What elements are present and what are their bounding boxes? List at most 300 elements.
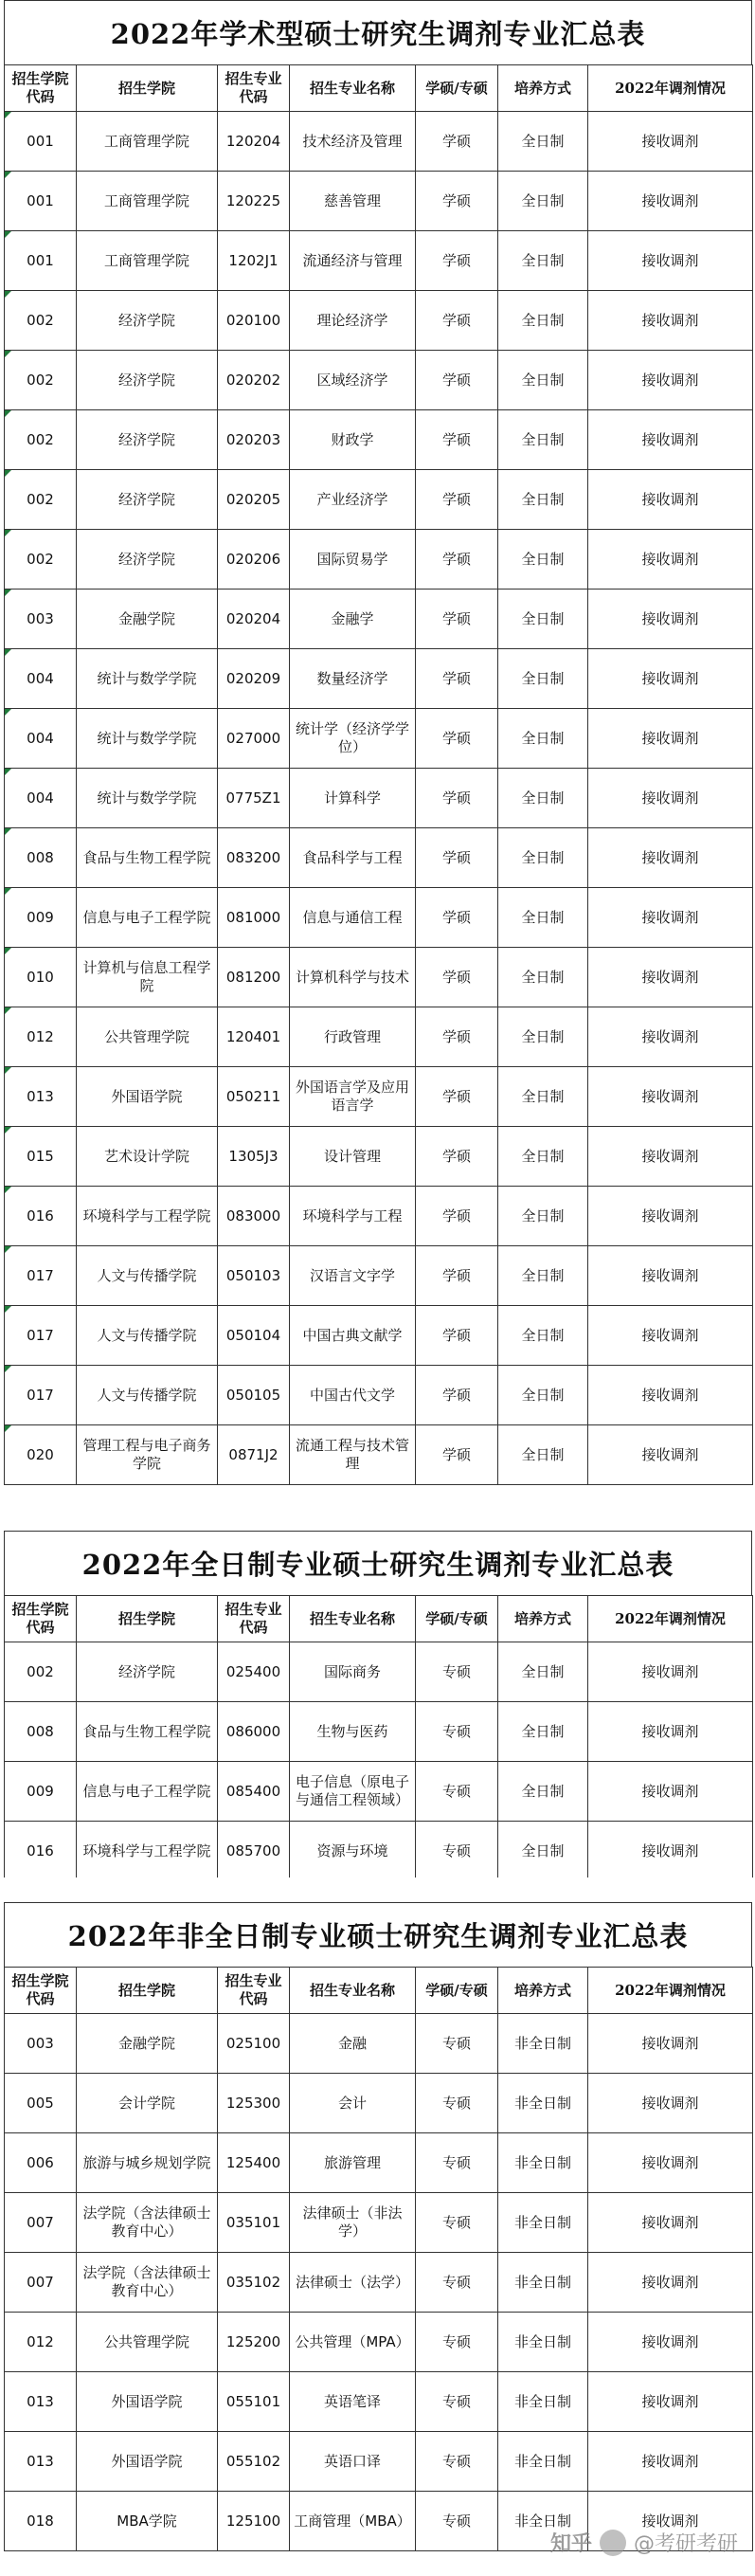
table-cell: 接收调剂 bbox=[588, 291, 753, 351]
table-cell: 非全日制 bbox=[498, 2313, 588, 2372]
table-cell: 全日制 bbox=[498, 1762, 588, 1822]
table-cell: 学硕 bbox=[416, 649, 498, 709]
column-header: 培养方式 bbox=[498, 1968, 588, 2014]
column-header: 招生学院 bbox=[77, 1968, 218, 2014]
table-section-fulltime-professional bbox=[4, 1531, 752, 1881]
table-cell: 全日制 bbox=[498, 1366, 588, 1425]
table-cell: 009 bbox=[5, 888, 77, 948]
table-cell: 接收调剂 bbox=[588, 1702, 753, 1762]
table-cell: 资源与环境 bbox=[290, 1822, 416, 1881]
table-row bbox=[5, 231, 753, 291]
table-cell: 专硕 bbox=[416, 1642, 498, 1702]
table-cell: 接收调剂 bbox=[588, 351, 753, 410]
table-row bbox=[5, 2432, 753, 2492]
table-cell: 专硕 bbox=[416, 2432, 498, 2492]
table-cell: 经济学院 bbox=[77, 470, 218, 530]
table-cell: 全日制 bbox=[498, 1187, 588, 1246]
table-row bbox=[5, 769, 753, 828]
table-cell: 050211 bbox=[218, 1067, 290, 1127]
table-cell: 信息与电子工程学院 bbox=[77, 1762, 218, 1822]
table-cell: 区域经济学 bbox=[290, 351, 416, 410]
table-cell: 全日制 bbox=[498, 470, 588, 530]
table-cell: 全日制 bbox=[498, 291, 588, 351]
table-cell: 002 bbox=[5, 410, 77, 470]
table-cell: 接收调剂 bbox=[588, 769, 753, 828]
table-cell: 004 bbox=[5, 769, 77, 828]
table-cell: 120225 bbox=[218, 172, 290, 231]
table-cell: 外国语学院 bbox=[77, 2432, 218, 2492]
table-cell: 专硕 bbox=[416, 1822, 498, 1881]
table-cell: 接收调剂 bbox=[588, 2372, 753, 2432]
table-cell: 012 bbox=[5, 1007, 77, 1067]
table-cell: 会计学院 bbox=[77, 2074, 218, 2133]
table-cell: 电子信息（原电子与通信工程领域） bbox=[290, 1762, 416, 1822]
table-cell: 经济学院 bbox=[77, 1642, 218, 1702]
table-cell: 017 bbox=[5, 1366, 77, 1425]
table-cell: 学硕 bbox=[416, 470, 498, 530]
table-cell: 专硕 bbox=[416, 1762, 498, 1822]
table-cell: 008 bbox=[5, 828, 77, 888]
table-cell: 中国古代文学 bbox=[290, 1366, 416, 1425]
table-cell: 信息与电子工程学院 bbox=[77, 888, 218, 948]
table-cell: 管理工程与电子商务学院 bbox=[77, 1425, 218, 1485]
table-cell: 008 bbox=[5, 1702, 77, 1762]
table-cell: 全日制 bbox=[498, 530, 588, 590]
table-cell: 统计与数学学院 bbox=[77, 709, 218, 769]
table-cell: 010 bbox=[5, 948, 77, 1007]
table-cell: 接收调剂 bbox=[588, 2193, 753, 2253]
table-cell: 中国古典文献学 bbox=[290, 1306, 416, 1366]
table-cell: 055101 bbox=[218, 2372, 290, 2432]
table-cell: 0871J2 bbox=[218, 1425, 290, 1485]
column-header: 招生学院代码 bbox=[5, 1968, 77, 2014]
table-cell: 007 bbox=[5, 2193, 77, 2253]
table-cell: 005 bbox=[5, 2074, 77, 2133]
table-cell: 学硕 bbox=[416, 530, 498, 590]
table-cell: 020100 bbox=[218, 291, 290, 351]
table-cell: 接收调剂 bbox=[588, 231, 753, 291]
table-cell: 全日制 bbox=[498, 1642, 588, 1702]
table-cell: 金融学院 bbox=[77, 590, 218, 649]
table-cell: 学硕 bbox=[416, 1127, 498, 1187]
table-cell: 015 bbox=[5, 1127, 77, 1187]
table-row bbox=[5, 2253, 753, 2313]
table-cell: 全日制 bbox=[498, 1306, 588, 1366]
table-cell: 学硕 bbox=[416, 590, 498, 649]
table-cell: 125200 bbox=[218, 2313, 290, 2372]
table-cell: 接收调剂 bbox=[588, 888, 753, 948]
table-cell: 学硕 bbox=[416, 888, 498, 948]
table-cell: 接收调剂 bbox=[588, 1007, 753, 1067]
table-cell: 慈善管理 bbox=[290, 172, 416, 231]
column-header: 招生专业名称 bbox=[290, 1596, 416, 1642]
table-row bbox=[5, 351, 753, 410]
table-cell: 016 bbox=[5, 1822, 77, 1881]
table-cell: 004 bbox=[5, 649, 77, 709]
table-cell: 全日制 bbox=[498, 649, 588, 709]
table-cell: 工商管理学院 bbox=[77, 172, 218, 231]
column-header: 学硕/专硕 bbox=[416, 1968, 498, 2014]
table-cell: 接收调剂 bbox=[588, 1366, 753, 1425]
table-cell: 125100 bbox=[218, 2492, 290, 2551]
table-cell: 金融学 bbox=[290, 590, 416, 649]
table-cell: 接收调剂 bbox=[588, 1306, 753, 1366]
table-cell: 法学院（含法律硕士教育中心） bbox=[77, 2193, 218, 2253]
table-title: 2022年学术型硕士研究生调剂专业汇总表 bbox=[110, 18, 646, 50]
table-cell: 007 bbox=[5, 2253, 77, 2313]
table-cell: 接收调剂 bbox=[588, 1762, 753, 1822]
table-cell: 环境科学与工程学院 bbox=[77, 1187, 218, 1246]
table-cell: 非全日制 bbox=[498, 2372, 588, 2432]
table-cell: 财政学 bbox=[290, 410, 416, 470]
table-cell: 汉语言文字学 bbox=[290, 1246, 416, 1306]
table-cell: 接收调剂 bbox=[588, 948, 753, 1007]
data-table bbox=[4, 64, 753, 1485]
table-cell: 学硕 bbox=[416, 112, 498, 172]
table-cell: 035101 bbox=[218, 2193, 290, 2253]
table-cell: 工商管理（MBA） bbox=[290, 2492, 416, 2551]
table-title: 2022年全日制专业硕士研究生调剂专业汇总表 bbox=[81, 1549, 674, 1581]
table-cell: 人文与传播学院 bbox=[77, 1246, 218, 1306]
table-cell: 人文与传播学院 bbox=[77, 1366, 218, 1425]
table-row bbox=[5, 2193, 753, 2253]
table-row bbox=[5, 888, 753, 948]
table-row bbox=[5, 1822, 753, 1881]
table-cell: 接收调剂 bbox=[588, 112, 753, 172]
table-cell: 设计管理 bbox=[290, 1127, 416, 1187]
table-section-parttime-professional bbox=[4, 1902, 752, 2551]
table-cell: 学硕 bbox=[416, 291, 498, 351]
column-header: 招生专业代码 bbox=[218, 65, 290, 112]
table-row bbox=[5, 590, 753, 649]
table-cell: 统计与数学学院 bbox=[77, 769, 218, 828]
table-cell: 接收调剂 bbox=[588, 410, 753, 470]
header-row bbox=[5, 1968, 753, 2014]
column-header: 招生专业名称 bbox=[290, 1968, 416, 2014]
table-cell: 金融 bbox=[290, 2014, 416, 2074]
table-cell: 流通工程与技术管理 bbox=[290, 1425, 416, 1485]
column-header: 学硕/专硕 bbox=[416, 65, 498, 112]
table-body bbox=[5, 112, 753, 1485]
table-cell: 接收调剂 bbox=[588, 2253, 753, 2313]
table-cell: 009 bbox=[5, 1762, 77, 1822]
table-cell: 006 bbox=[5, 2133, 77, 2193]
table-cell: 035102 bbox=[218, 2253, 290, 2313]
table-cell: 013 bbox=[5, 2372, 77, 2432]
table-cell: 025100 bbox=[218, 2014, 290, 2074]
table-cell: 017 bbox=[5, 1306, 77, 1366]
table-row bbox=[5, 1246, 753, 1306]
table-title: 2022年非全日制专业硕士研究生调剂专业汇总表 bbox=[67, 1920, 689, 1952]
table-cell: 全日制 bbox=[498, 1007, 588, 1067]
table-cell: 086000 bbox=[218, 1702, 290, 1762]
table-cell: 017 bbox=[5, 1246, 77, 1306]
table-cell: 013 bbox=[5, 1067, 77, 1127]
section-gap bbox=[0, 1506, 755, 1531]
table-cell: 全日制 bbox=[498, 888, 588, 948]
table-row bbox=[5, 2372, 753, 2432]
table-cell: 环境科学与工程 bbox=[290, 1187, 416, 1246]
table-row bbox=[5, 2074, 753, 2133]
table-cell: 接收调剂 bbox=[588, 649, 753, 709]
column-header: 2022年调剂情况 bbox=[588, 65, 753, 112]
table-cell: 学硕 bbox=[416, 709, 498, 769]
table-row bbox=[5, 709, 753, 769]
table-cell: 金融学院 bbox=[77, 2014, 218, 2074]
table-cell: 025400 bbox=[218, 1642, 290, 1702]
table-cell: 接收调剂 bbox=[588, 2492, 753, 2551]
table-cell: 081200 bbox=[218, 948, 290, 1007]
table-cell: 接收调剂 bbox=[588, 590, 753, 649]
table-cell: 接收调剂 bbox=[588, 1425, 753, 1485]
table-cell: 全日制 bbox=[498, 948, 588, 1007]
table-cell: 食品与生物工程学院 bbox=[77, 1702, 218, 1762]
column-header: 培养方式 bbox=[498, 1596, 588, 1642]
table-cell: 学硕 bbox=[416, 1425, 498, 1485]
table-cell: 1202J1 bbox=[218, 231, 290, 291]
table-cell: 学硕 bbox=[416, 948, 498, 1007]
table-cell: 接收调剂 bbox=[588, 709, 753, 769]
table-cell: 全日制 bbox=[498, 231, 588, 291]
table-cell: 020206 bbox=[218, 530, 290, 590]
table-cell: 接收调剂 bbox=[588, 2074, 753, 2133]
table-cell: 专硕 bbox=[416, 2133, 498, 2193]
table-cell: 计算机科学与技术 bbox=[290, 948, 416, 1007]
table-cell: 085400 bbox=[218, 1762, 290, 1822]
table-cell: 接收调剂 bbox=[588, 2133, 753, 2193]
table-cell: 公共管理学院 bbox=[77, 2313, 218, 2372]
table-row bbox=[5, 1702, 753, 1762]
table-cell: 002 bbox=[5, 1642, 77, 1702]
column-header: 招生专业代码 bbox=[218, 1968, 290, 2014]
table-cell: 全日制 bbox=[498, 1246, 588, 1306]
column-header: 招生专业名称 bbox=[290, 65, 416, 112]
table-cell: 旅游管理 bbox=[290, 2133, 416, 2193]
table-cell: 学硕 bbox=[416, 1187, 498, 1246]
table-cell: 083200 bbox=[218, 828, 290, 888]
table-cell: 001 bbox=[5, 172, 77, 231]
column-header: 招生学院 bbox=[77, 1596, 218, 1642]
table-cell: 数量经济学 bbox=[290, 649, 416, 709]
watermark-site: 知乎 bbox=[549, 2532, 592, 2556]
table-row bbox=[5, 649, 753, 709]
table-cell: 120401 bbox=[218, 1007, 290, 1067]
table-title-row bbox=[4, 1531, 752, 1595]
table-row bbox=[5, 470, 753, 530]
table-cell: 全日制 bbox=[498, 1067, 588, 1127]
table-row bbox=[5, 172, 753, 231]
table-cell: 国际商务 bbox=[290, 1642, 416, 1702]
table-cell: 055102 bbox=[218, 2432, 290, 2492]
table-row bbox=[5, 2133, 753, 2193]
table-cell: 学硕 bbox=[416, 410, 498, 470]
table-row bbox=[5, 1067, 753, 1127]
table-cell: 专硕 bbox=[416, 2074, 498, 2133]
table-cell: 公共管理（MPA） bbox=[290, 2313, 416, 2372]
table-body bbox=[5, 1642, 753, 1881]
table-cell: 接收调剂 bbox=[588, 2432, 753, 2492]
table-cell: MBA学院 bbox=[77, 2492, 218, 2551]
table-cell: 全日制 bbox=[498, 351, 588, 410]
table-cell: 全日制 bbox=[498, 590, 588, 649]
table-cell: 统计与数学学院 bbox=[77, 649, 218, 709]
table-cell: 013 bbox=[5, 2432, 77, 2492]
table-cell: 接收调剂 bbox=[588, 2313, 753, 2372]
table-cell: 020202 bbox=[218, 351, 290, 410]
table-cell: 学硕 bbox=[416, 1246, 498, 1306]
watermark-author: @考研考研 bbox=[633, 2532, 738, 2556]
table-cell: 1305J3 bbox=[218, 1127, 290, 1187]
table-cell: 学硕 bbox=[416, 769, 498, 828]
table-row bbox=[5, 948, 753, 1007]
table-cell: 接收调剂 bbox=[588, 828, 753, 888]
table-row bbox=[5, 1762, 753, 1822]
table-cell: 学硕 bbox=[416, 1306, 498, 1366]
table-cell: 学硕 bbox=[416, 828, 498, 888]
table-cell: 050105 bbox=[218, 1366, 290, 1425]
table-cell: 003 bbox=[5, 590, 77, 649]
table-cell: 002 bbox=[5, 351, 77, 410]
table-row bbox=[5, 1366, 753, 1425]
table-cell: 环境科学与工程学院 bbox=[77, 1822, 218, 1881]
table-cell: 计算机与信息工程学院 bbox=[77, 948, 218, 1007]
column-header: 学硕/专硕 bbox=[416, 1596, 498, 1642]
table-cell: 专硕 bbox=[416, 2492, 498, 2551]
table-cell: 专硕 bbox=[416, 2253, 498, 2313]
table-cell: 艺术设计学院 bbox=[77, 1127, 218, 1187]
table-cell: 生物与医药 bbox=[290, 1702, 416, 1762]
header-row bbox=[5, 1596, 753, 1642]
data-table bbox=[4, 1967, 753, 2551]
table-cell: 工商管理学院 bbox=[77, 231, 218, 291]
table-cell: 003 bbox=[5, 2014, 77, 2074]
table-cell: 0775Z1 bbox=[218, 769, 290, 828]
table-section-academic bbox=[4, 0, 752, 1485]
column-header: 招生学院代码 bbox=[5, 65, 77, 112]
table-cell: 全日制 bbox=[498, 769, 588, 828]
table-cell: 接收调剂 bbox=[588, 1246, 753, 1306]
table-cell: 食品与生物工程学院 bbox=[77, 828, 218, 888]
table-cell: 083000 bbox=[218, 1187, 290, 1246]
table-cell: 信息与通信工程 bbox=[290, 888, 416, 948]
table-cell: 旅游与城乡规划学院 bbox=[77, 2133, 218, 2193]
table-row bbox=[5, 1642, 753, 1702]
table-cell: 国际贸易学 bbox=[290, 530, 416, 590]
table-cell: 004 bbox=[5, 709, 77, 769]
table-cell: 全日制 bbox=[498, 709, 588, 769]
table-row bbox=[5, 112, 753, 172]
watermark bbox=[550, 2528, 738, 2557]
column-header: 培养方式 bbox=[498, 65, 588, 112]
table-cell: 专硕 bbox=[416, 2014, 498, 2074]
table-cell: 002 bbox=[5, 291, 77, 351]
table-cell: 学硕 bbox=[416, 351, 498, 410]
table-cell: 流通经济与管理 bbox=[290, 231, 416, 291]
table-cell: 理论经济学 bbox=[290, 291, 416, 351]
table-cell: 020203 bbox=[218, 410, 290, 470]
table-cell: 050104 bbox=[218, 1306, 290, 1366]
table-cell: 全日制 bbox=[498, 410, 588, 470]
table-cell: 接收调剂 bbox=[588, 2014, 753, 2074]
table-cell: 非全日制 bbox=[498, 2492, 588, 2551]
table-cell: 非全日制 bbox=[498, 2074, 588, 2133]
header-row bbox=[5, 65, 753, 112]
table-cell: 人文与传播学院 bbox=[77, 1306, 218, 1366]
table-cell: 外国语学院 bbox=[77, 1067, 218, 1127]
table-cell: 统计学（经济学学位） bbox=[290, 709, 416, 769]
section-gap bbox=[0, 1878, 755, 1902]
table-cell: 全日制 bbox=[498, 172, 588, 231]
table-cell: 125300 bbox=[218, 2074, 290, 2133]
table-row bbox=[5, 828, 753, 888]
table-cell: 125400 bbox=[218, 2133, 290, 2193]
table-cell: 专硕 bbox=[416, 2372, 498, 2432]
table-cell: 016 bbox=[5, 1187, 77, 1246]
table-cell: 050103 bbox=[218, 1246, 290, 1306]
table-cell: 专硕 bbox=[416, 2193, 498, 2253]
table-cell: 081000 bbox=[218, 888, 290, 948]
table-cell: 计算科学 bbox=[290, 769, 416, 828]
table-cell: 学硕 bbox=[416, 172, 498, 231]
table-cell: 经济学院 bbox=[77, 530, 218, 590]
table-cell: 学硕 bbox=[416, 1366, 498, 1425]
table-cell: 经济学院 bbox=[77, 291, 218, 351]
table-cell: 非全日制 bbox=[498, 2133, 588, 2193]
table-cell: 001 bbox=[5, 112, 77, 172]
table-cell: 经济学院 bbox=[77, 410, 218, 470]
table-title-row bbox=[4, 0, 752, 64]
table-cell: 002 bbox=[5, 470, 77, 530]
table-title-row bbox=[4, 1902, 752, 1967]
table-row bbox=[5, 291, 753, 351]
table-row bbox=[5, 1187, 753, 1246]
table-row bbox=[5, 1007, 753, 1067]
column-header: 招生专业代码 bbox=[218, 1596, 290, 1642]
table-cell: 产业经济学 bbox=[290, 470, 416, 530]
table-cell: 学硕 bbox=[416, 231, 498, 291]
table-cell: 行政管理 bbox=[290, 1007, 416, 1067]
table-cell: 工商管理学院 bbox=[77, 112, 218, 172]
table-cell: 会计 bbox=[290, 2074, 416, 2133]
table-cell: 接收调剂 bbox=[588, 1127, 753, 1187]
table-row bbox=[5, 1425, 753, 1485]
table-cell: 接收调剂 bbox=[588, 1642, 753, 1702]
table-cell: 非全日制 bbox=[498, 2432, 588, 2492]
table-cell: 法学院（含法律硕士教育中心） bbox=[77, 2253, 218, 2313]
table-cell: 专硕 bbox=[416, 2313, 498, 2372]
table-cell: 全日制 bbox=[498, 828, 588, 888]
table-cell: 020 bbox=[5, 1425, 77, 1485]
column-header: 2022年调剂情况 bbox=[588, 1968, 753, 2014]
table-cell: 027000 bbox=[218, 709, 290, 769]
table-cell: 020204 bbox=[218, 590, 290, 649]
table-cell: 学硕 bbox=[416, 1067, 498, 1127]
data-table bbox=[4, 1595, 753, 1881]
table-cell: 公共管理学院 bbox=[77, 1007, 218, 1067]
table-cell: 接收调剂 bbox=[588, 1067, 753, 1127]
table-cell: 技术经济及管理 bbox=[290, 112, 416, 172]
table-cell: 外国语言学及应用语言学 bbox=[290, 1067, 416, 1127]
table-cell: 全日制 bbox=[498, 1702, 588, 1762]
author-avatar-icon bbox=[600, 2530, 626, 2556]
table-cell: 非全日制 bbox=[498, 2193, 588, 2253]
table-cell: 012 bbox=[5, 2313, 77, 2372]
table-cell: 接收调剂 bbox=[588, 470, 753, 530]
table-cell: 接收调剂 bbox=[588, 172, 753, 231]
table-cell: 接收调剂 bbox=[588, 530, 753, 590]
table-cell: 专硕 bbox=[416, 1702, 498, 1762]
table-cell: 002 bbox=[5, 530, 77, 590]
